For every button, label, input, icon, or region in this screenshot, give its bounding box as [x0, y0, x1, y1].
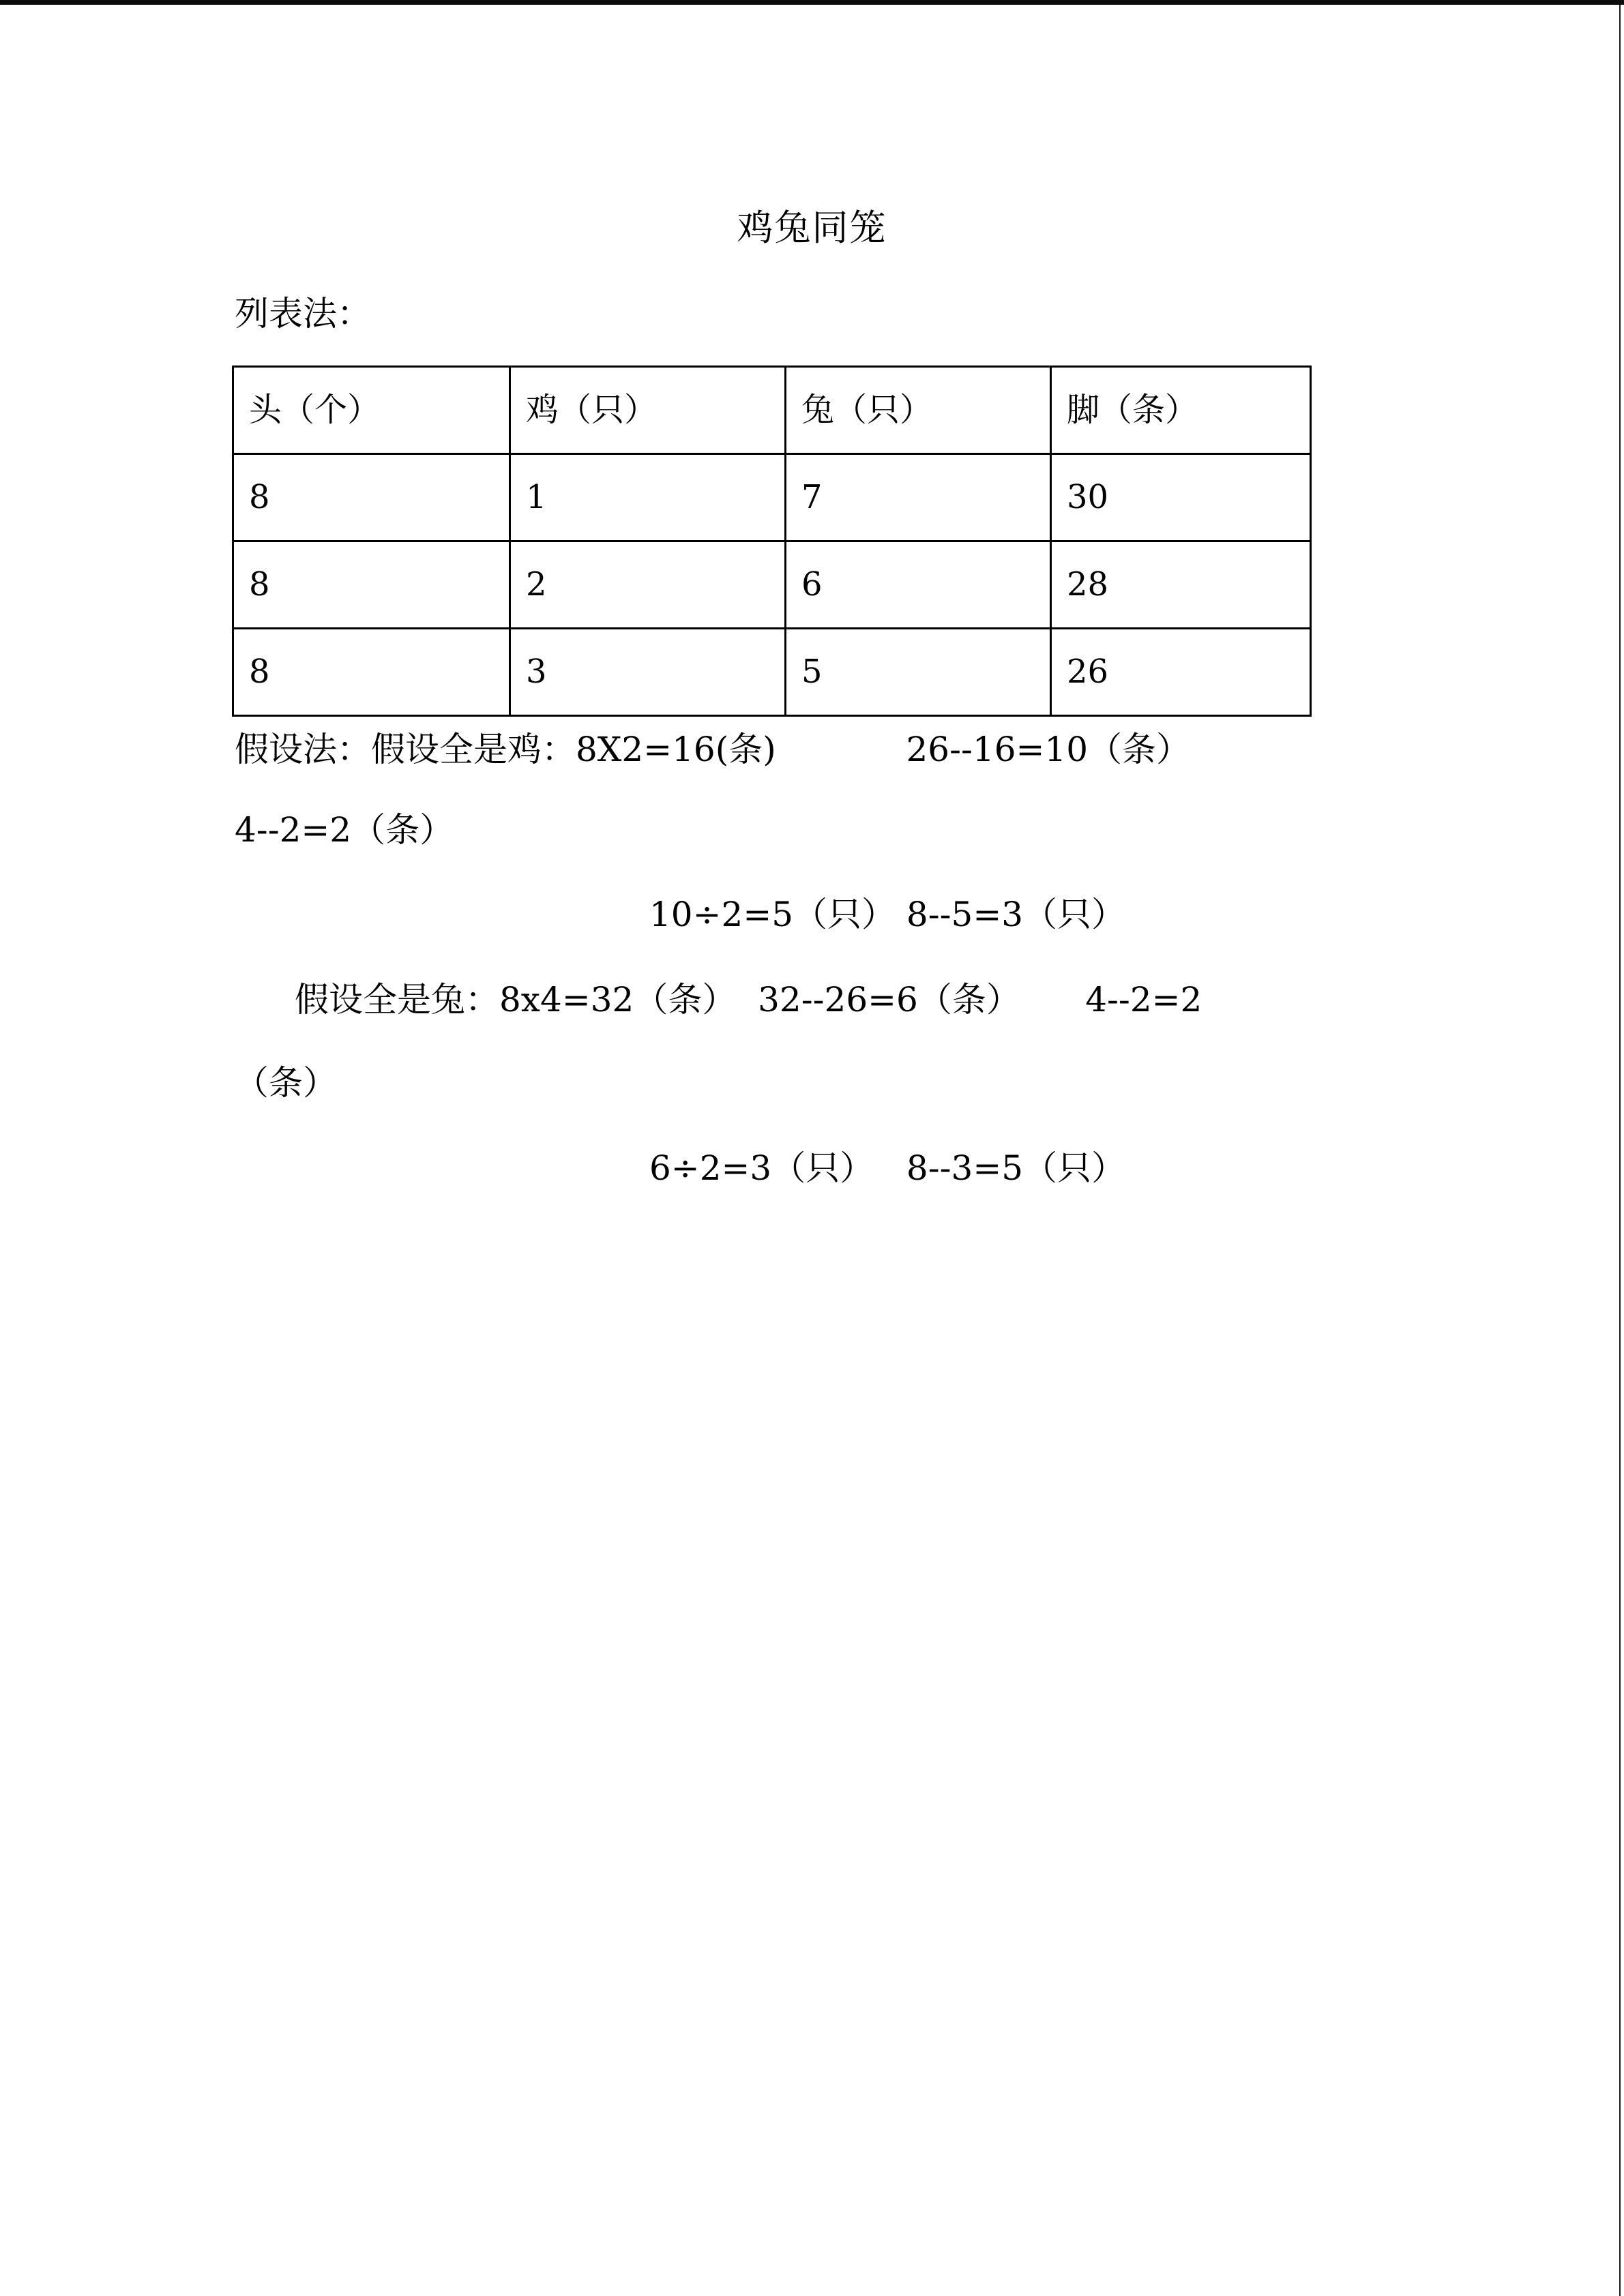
table-cell-heads: 8	[233, 629, 510, 716]
table-cell-chickens: 3	[510, 629, 786, 716]
chicken-foot-difference-line: 4--2=2（条）	[235, 810, 454, 850]
assume-all-chickens-line: 假设法：假设全是鸡：8X2=16(条) 26--16=10（条）	[235, 730, 1191, 769]
table-header-heads: 头（个）	[233, 367, 510, 454]
table-header-feet: 脚（条）	[1051, 367, 1311, 454]
chicken-method-result-line: 10÷2=5（只） 8--5=3（只）	[649, 895, 1126, 934]
rabbit-method-result-line: 6÷2=3（只） 8--3=5（只）	[649, 1148, 1126, 1188]
page-title: 鸡兔同笼	[737, 207, 887, 249]
table-row	[233, 454, 1311, 541]
table-cell-feet: 28	[1051, 541, 1311, 629]
table-row	[233, 629, 1311, 716]
table-header-row	[233, 367, 1311, 454]
table-cell-heads: 8	[233, 541, 510, 629]
chicken-rabbit-table	[232, 366, 1312, 717]
table-cell-chickens: 1	[510, 454, 786, 541]
table-cell-rabbits: 5	[786, 629, 1051, 716]
table-row	[233, 541, 1311, 629]
scan-edge-right-rule	[1619, 5, 1621, 2296]
table-cell-chickens: 2	[510, 541, 786, 629]
table-cell-feet: 26	[1051, 629, 1311, 716]
table-header-rabbits: 兔（只）	[786, 367, 1051, 454]
table-cell-rabbits: 6	[786, 541, 1051, 629]
scan-edge-top-bar	[0, 0, 1624, 5]
list-method-label: 列表法：	[235, 294, 371, 333]
table-cell-feet: 30	[1051, 454, 1311, 541]
rabbit-line-continuation: （条）	[235, 1063, 337, 1103]
table-cell-rabbits: 7	[786, 454, 1051, 541]
assume-all-rabbits-line: 假设全是兔：8x4=32（条） 32--26=6（条） 4--2=2	[295, 980, 1202, 1019]
table-header-chickens: 鸡（只）	[510, 367, 786, 454]
table-cell-heads: 8	[233, 454, 510, 541]
